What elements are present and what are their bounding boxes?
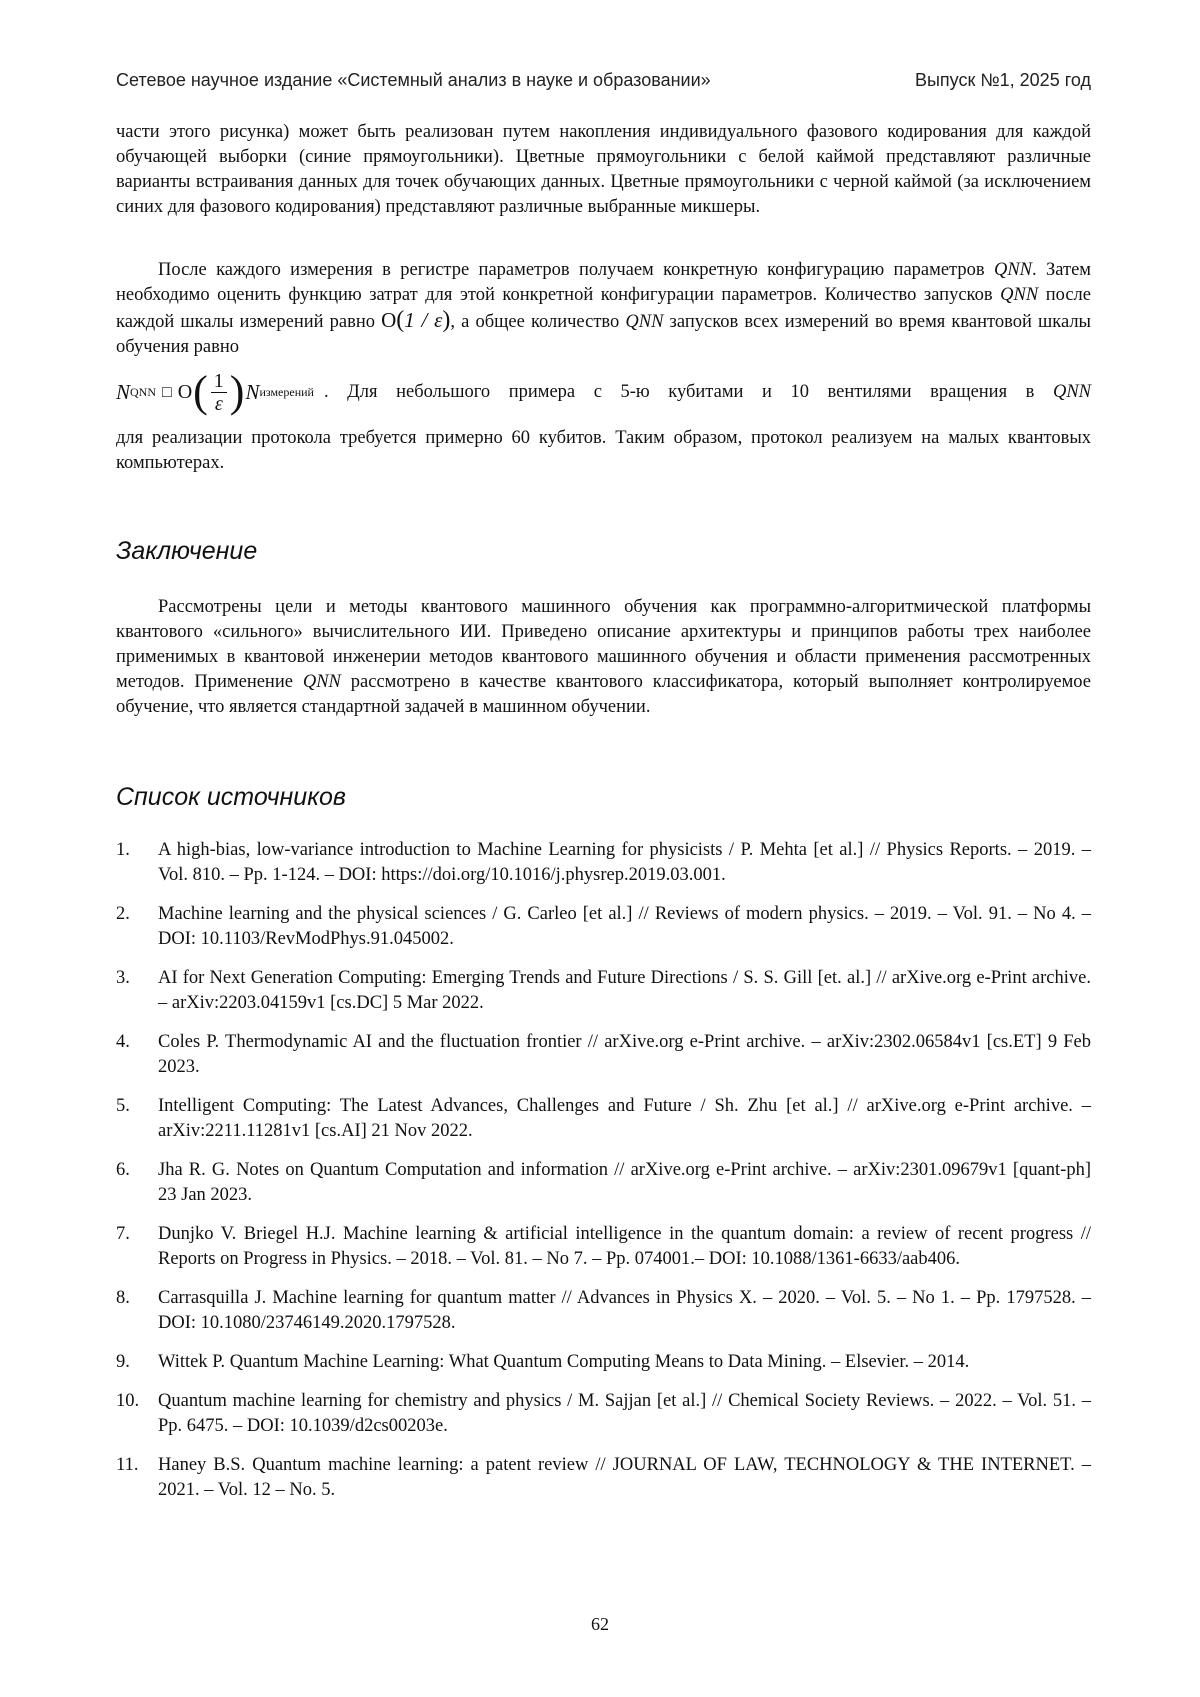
reference-text: Dunjko V. Briegel H.J. Machine learning & artificial intelligence in the quantum domain: a review of recent progress // Reports on Progress in Physics. – 2018. – Vol. 81. – No 7. – Pp. 074001.– DOI: 10.1088/1361-6633/aab406. [158, 1224, 1091, 1269]
formula-inner: 1 / ε [404, 308, 443, 332]
formula-n2-sub: измерений [259, 384, 314, 399]
reference-number: 8. [116, 1288, 130, 1308]
reference-item [116, 1030, 1091, 1080]
formula-paren-left: ( [193, 367, 208, 416]
formula-trailing-text [324, 380, 1091, 405]
formula-fraction [211, 370, 227, 415]
reference-text: AI for Next Generation Computing: Emerging Trends and Future Directions / S. S. Gill [et. al.] // arXive.org e-Print archive. – arXiv:2203.04159v1 [cs.DC] 5 Mar 2022. [158, 968, 1091, 1013]
running-header [116, 70, 1091, 91]
reference-text: Carrasquilla J. Machine learning for quantum matter // Advances in Physics X. – 2020. – Vol. 5. – No 1. – Pp. 1797528. – DOI: 10.1080/23746149.2020.1797528. [158, 1288, 1091, 1333]
reference-number: 5. [116, 1096, 130, 1116]
formula-paren-right: ) [229, 367, 245, 416]
reference-number: 6. [116, 1160, 130, 1180]
qnn-term: QNN [993, 260, 1032, 280]
paragraph-figure-description: части этого рисунка) может быть реализован путем накопления индивидуального фазового кодирования для каждой обучающей выборки (синие прямоугольники). Цветные прямоугольники с белой каймой представляют различные варианты встраивания данных для точек обучающих данных. Цветные прямоугольники с черной каймой (за исключением синих для фазового кодирования) представляют различные выбранные микшеры. [116, 122, 1091, 217]
fraction-numerator: 1 [211, 370, 227, 393]
formula-n2: N [245, 379, 260, 404]
formula-o: O [381, 308, 397, 332]
reference-number: 1. [116, 840, 130, 860]
reference-item [116, 1350, 1091, 1375]
reference-number: 2. [116, 904, 130, 924]
text-span: после каждой шкалы измерений равно [116, 285, 1091, 332]
text-span: запусков всех измерений во время квантовой шкалы обучения равно [116, 312, 1091, 357]
text-span: . Для небольшого примера с 5-ю кубитами и 10 вентилями вращения в [323, 381, 1053, 402]
reference-number: 4. [116, 1032, 130, 1052]
reference-text: Machine learning and the physical sciences / G. Carleo [et al.] // Reviews of modern physics. – 2019. – Vol. 91. – No 4. – DOI: 10.1103/RevModPhys.91.045002. [158, 904, 1091, 949]
reference-number: 10. [116, 1391, 140, 1411]
issue-label: Выпуск №1, 2025 год [914, 70, 1091, 90]
paragraph-qnn-runs [116, 258, 1091, 476]
reference-text: Haney B.S. Quantum machine learning: a patent review // JOURNAL OF LAW, TECHNOLOGY & THE INTERNET. – 2021. – Vol. 12 – No. 5. [158, 1455, 1091, 1500]
qnn-term: QNN [1000, 285, 1039, 305]
reference-item [116, 1286, 1091, 1336]
reference-text: Intelligent Computing: The Latest Advances, Challenges and Future / Sh. Zhu [et al.] // arXive.org e-Print archive. – arXiv:2211.11281v1 [cs.AI] 21 Nov 2022. [158, 1096, 1091, 1141]
reference-text: Wittek P. Quantum Machine Learning: What Quantum Computing Means to Data Mining. – Elsevier. – 2014. [158, 1352, 970, 1372]
qnn-term: QNN [1052, 381, 1091, 402]
section-title-conclusion: Заключение [116, 537, 258, 565]
formula-n: N [116, 379, 131, 404]
qnn-term: QNN [302, 672, 341, 692]
reference-item [116, 1094, 1091, 1144]
reference-item [116, 838, 1091, 888]
formula-relation-box: □ [162, 383, 172, 401]
text-span: , а общее количество [450, 312, 626, 332]
reference-item [116, 1222, 1091, 1272]
reference-text: A high-bias, low-variance introduction to Machine Learning for physicists / P. Mehta [et al.] // Physics Reports. – 2019. – Vol. 810. – Pp. 1-124. – DOI: https://doi.org/10.1016/j.physrep.2019.03.001. [158, 840, 1091, 885]
reference-item [116, 902, 1091, 952]
reference-text: Coles P. Thermodynamic AI and the fluctuation frontier // arXive.org e-Print archive. – arXiv:2302.06584v1 [cs.ET] 9 Feb 2023. [158, 1032, 1091, 1077]
formula-n-sub: QNN [130, 384, 157, 399]
reference-number: 3. [116, 968, 130, 988]
text-span: Рассмотрены цели и методы квантового машинного обучения как программно-алгоритмической платформы квантового «сильного» вычислительного ИИ. Приведено описание архитектуры и принципов работы трех наиболее применимых в квантовой инженерии методов квантового машинного обучения и области применения рассмотренных методов. Применение [116, 597, 1091, 692]
reference-number: 11. [116, 1455, 139, 1475]
reference-item [116, 1453, 1091, 1503]
reference-number: 9. [116, 1352, 130, 1372]
text-span: рассмотрено в качестве квантового классификатора, который выполняет контролируемое обучение, что является стандартной задачей в машинном обучении. [116, 672, 1091, 717]
reference-number: 7. [116, 1224, 130, 1244]
reference-item [116, 1389, 1091, 1439]
section-title-references: Список источников [116, 783, 346, 811]
reference-text: Quantum machine learning for chemistry and physics / M. Sajjan [et al.] // Chemical Society Reviews. – 2022. – Vol. 51. – Pp. 6475. – DOI: 10.1039/d2cs00203e. [158, 1391, 1091, 1436]
formula-line [116, 362, 1091, 422]
text-span: . Затем необходимо оценить функцию затрат для этой конкретной конфигурации параметров. Количество запусков [116, 260, 1091, 305]
journal-title: Сетевое научное издание «Системный анализ в науке и образовании» [116, 70, 711, 90]
inline-formula-o: O(1 / ε) [381, 307, 451, 333]
formula-o: O [177, 380, 193, 403]
qnn-term: QNN [625, 312, 664, 332]
reference-item [116, 1158, 1091, 1208]
text-span: для реализации протокола требуется примерно 60 кубитов. Таким образом, протокол реализуем на малых квантовых компьютерах. [116, 428, 1091, 473]
paragraph-conclusion [116, 595, 1091, 720]
reference-item [116, 966, 1091, 1016]
display-formula [116, 367, 314, 416]
text-span: После каждого измерения в регистре параметров получаем конкретную конфигурацию параметров [158, 260, 994, 280]
reference-text: Jha R. G. Notes on Quantum Computation and information // arXive.org e-Print archive. – arXiv:2301.09679v1 [quant-ph] 23 Jan 2023. [158, 1160, 1091, 1205]
fraction-denominator: ε [214, 392, 223, 415]
page-number: 62 [591, 1614, 609, 1634]
reference-list [116, 838, 1091, 1517]
